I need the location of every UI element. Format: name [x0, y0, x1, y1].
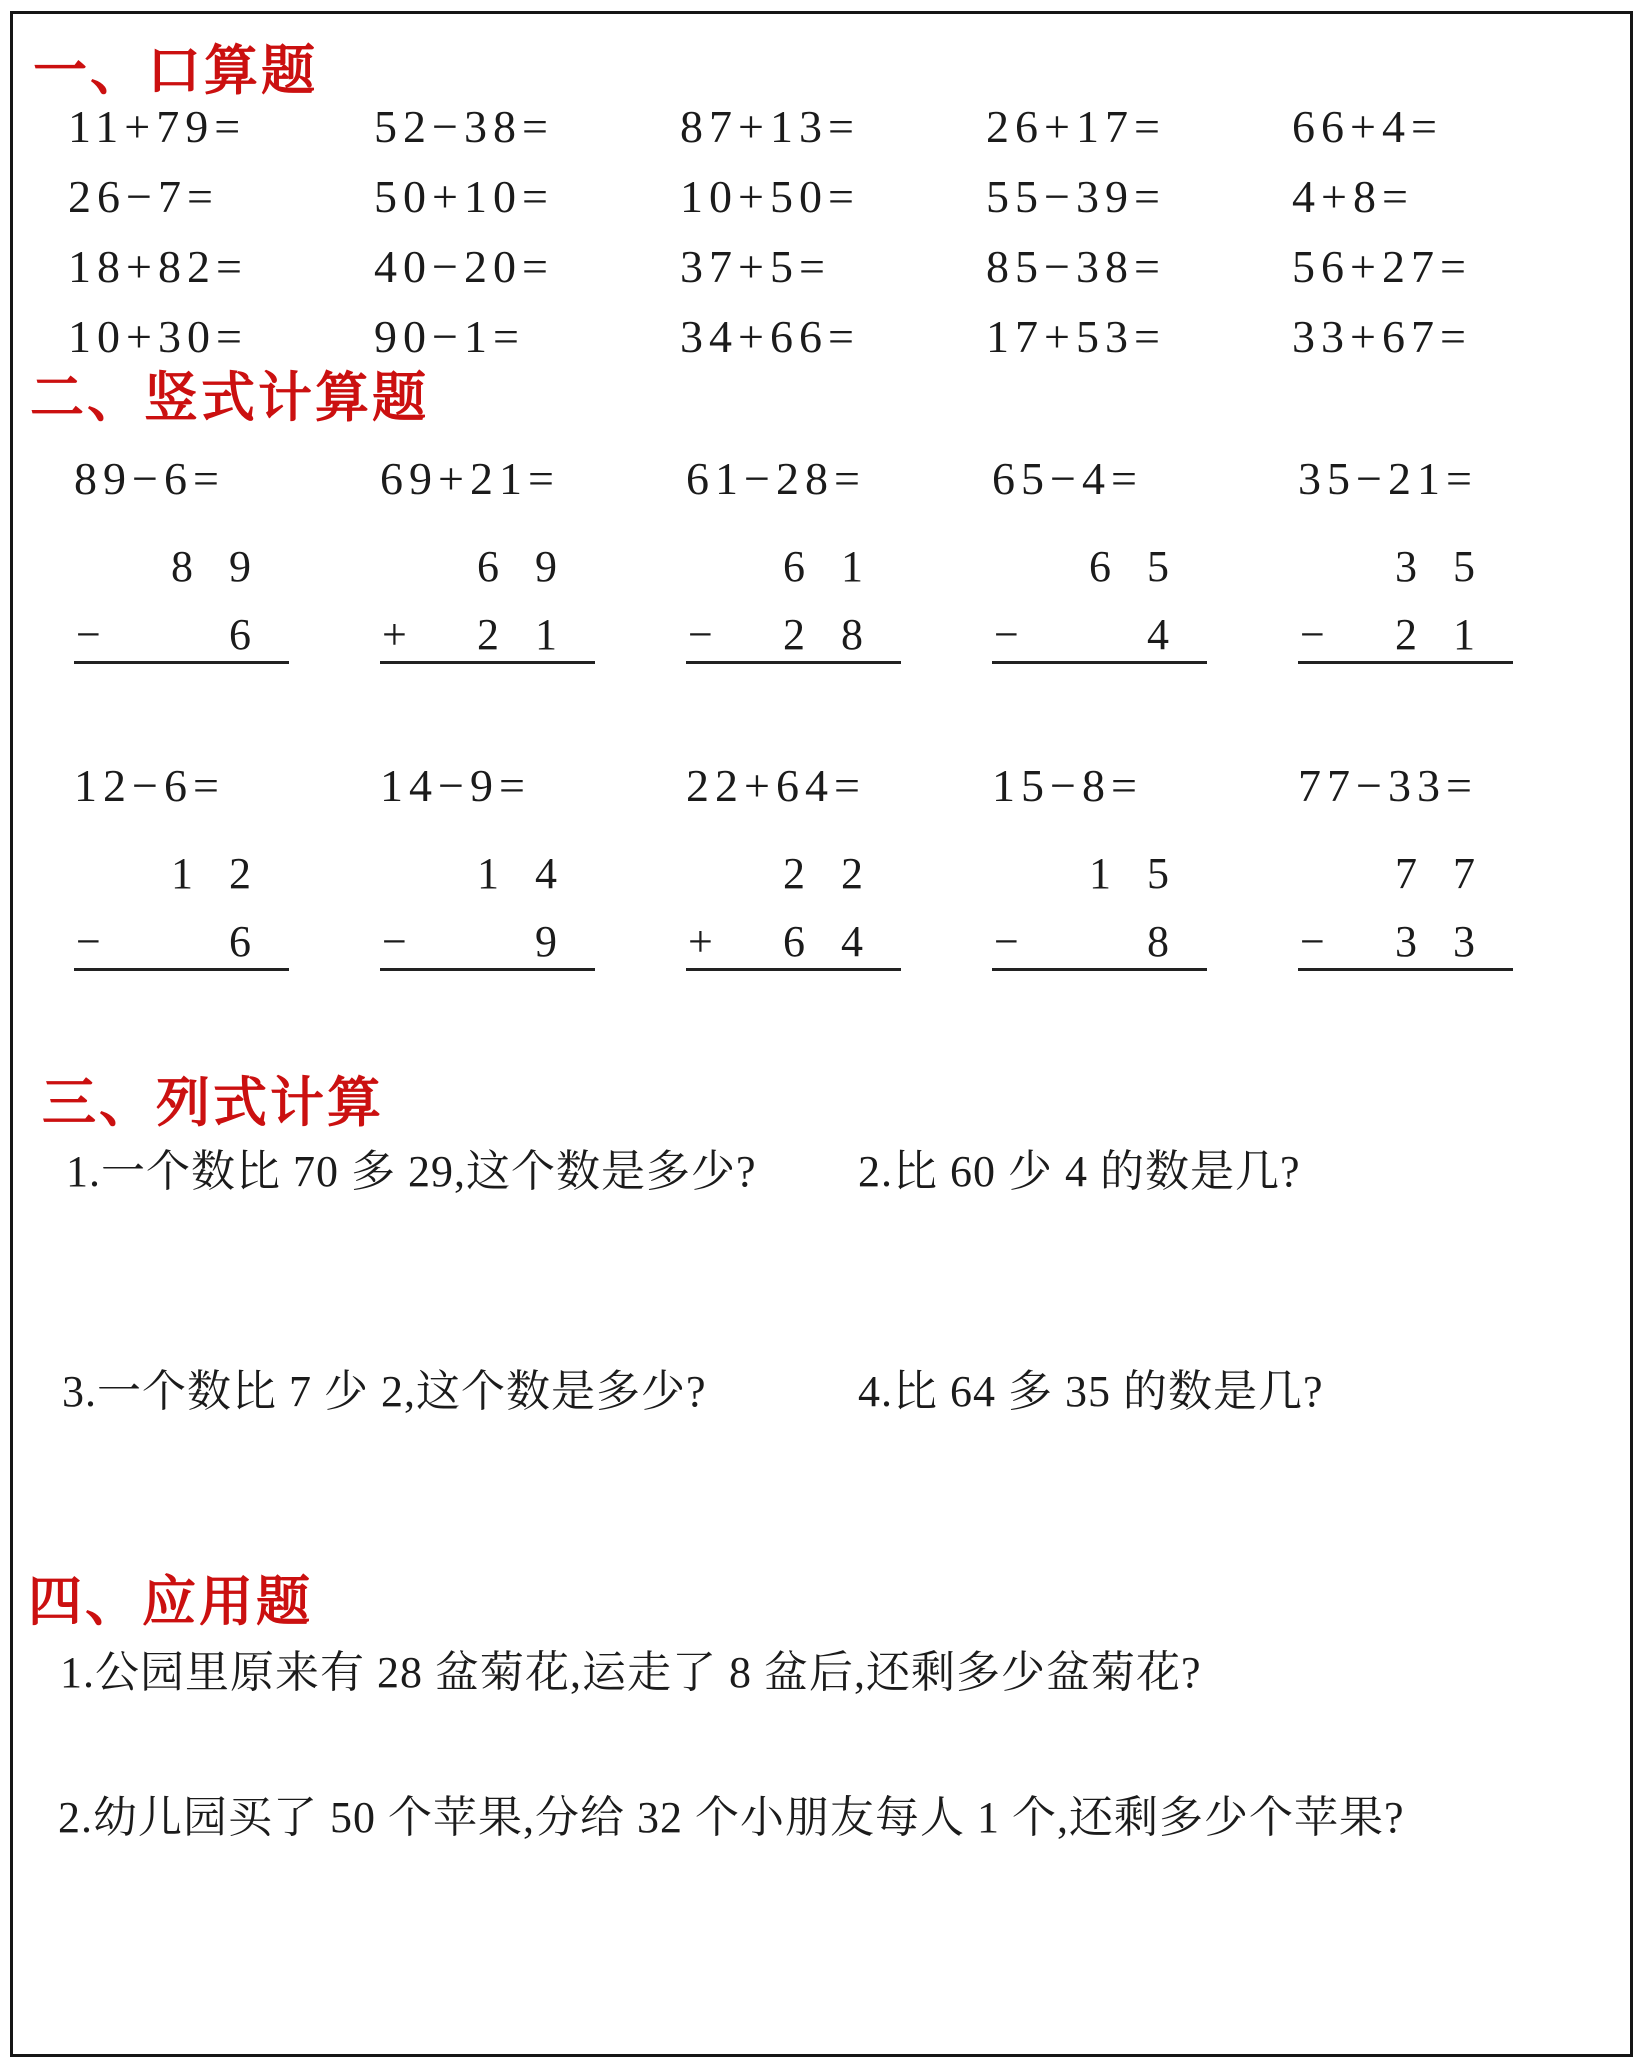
section4-title: 四、应用题 — [28, 1572, 313, 1632]
digit — [153, 920, 211, 964]
vertical-bottom-operand — [74, 917, 289, 966]
operator-sign: − — [382, 917, 407, 966]
vertical-equation: 89−6= — [74, 453, 225, 504]
operator-sign: − — [994, 917, 1019, 966]
digit: 4 — [1147, 610, 1169, 659]
vertical-top-operand — [992, 849, 1207, 898]
section2-title: 二、竖式计算题 — [30, 368, 429, 428]
vertical-equation: 22+64= — [686, 760, 866, 811]
digit: 5 — [1147, 849, 1169, 898]
word-problem: 4.比 64 多 35 的数是几? — [858, 1367, 1324, 1416]
operator-sign: − — [76, 610, 101, 659]
digit: 5 — [1147, 542, 1169, 591]
digit: 2 — [783, 849, 805, 898]
vertical-stack — [74, 849, 289, 971]
digit: 3 — [1395, 917, 1417, 966]
digit: 2 — [229, 849, 251, 898]
vertical-top-operand — [380, 849, 595, 898]
oral-problems-grid — [68, 92, 1598, 372]
digit: 1 — [477, 849, 499, 898]
vertical-top-operand — [686, 542, 901, 591]
word-problem: 1.一个数比 70 多 29,这个数是多少? — [66, 1147, 757, 1196]
digit: 2 — [1395, 610, 1417, 659]
vertical-equation: 69+21= — [380, 453, 560, 504]
vertical-bottom-operand — [1298, 610, 1513, 659]
vertical-bottom-operand — [380, 610, 595, 659]
digit: 9 — [535, 542, 557, 591]
vertical-top-operand — [380, 542, 595, 591]
digit: 6 — [229, 610, 251, 659]
digit: 1 — [535, 610, 557, 659]
oral-problem: 17+53= — [986, 311, 1166, 362]
digit — [1071, 920, 1129, 964]
vertical-equation: 65−4= — [992, 453, 1143, 504]
oral-problem: 56+27= — [1292, 241, 1472, 292]
oral-problem: 55−39= — [986, 171, 1166, 222]
oral-problem: 4+8= — [1292, 171, 1414, 222]
oral-problem: 66+4= — [1292, 101, 1443, 152]
vertical-equation: 61−28= — [686, 453, 866, 504]
operator-sign: + — [688, 917, 713, 966]
digit: 4 — [535, 849, 557, 898]
operator-sign: − — [688, 610, 713, 659]
digit: 3 — [1453, 917, 1475, 966]
digit: 2 — [841, 849, 863, 898]
vertical-top-operand — [1298, 849, 1513, 898]
oral-problem: 34+66= — [680, 311, 860, 362]
oral-problem: 18+82= — [68, 241, 248, 292]
digit: 1 — [1453, 610, 1475, 659]
digit: 1 — [841, 542, 863, 591]
oral-problem: 10+50= — [680, 171, 860, 222]
digit: 8 — [171, 542, 193, 591]
digit — [459, 920, 517, 964]
digit: 6 — [783, 917, 805, 966]
word-problem: 3.一个数比 7 少 2,这个数是多少? — [62, 1367, 707, 1416]
operator-sign: − — [1300, 917, 1325, 966]
vertical-stack — [686, 849, 901, 971]
digit — [1071, 613, 1129, 657]
word-problem: 1.公园里原来有 28 盆菊花,运走了 8 盆后,还剩多少盆菊花? — [60, 1648, 1202, 1697]
vertical-stack — [380, 849, 595, 971]
vertical-top-operand — [1298, 542, 1513, 591]
digit: 7 — [1395, 849, 1417, 898]
vertical-bottom-operand — [686, 917, 901, 966]
vertical-top-operand — [686, 849, 901, 898]
operator-sign: − — [994, 610, 1019, 659]
vertical-bottom-operand — [380, 917, 595, 966]
oral-problem: 90−1= — [374, 311, 525, 362]
vertical-problems-row1 — [68, 455, 1598, 664]
vertical-stack — [74, 542, 289, 664]
digit: 7 — [1453, 849, 1475, 898]
vertical-stack — [992, 849, 1207, 971]
section1-title: 一、口算题 — [33, 41, 318, 101]
digit: 2 — [477, 610, 499, 659]
vertical-problem — [1292, 455, 1598, 664]
vertical-top-operand — [74, 849, 289, 898]
digit: 6 — [229, 917, 251, 966]
vertical-equation: 14−9= — [380, 760, 531, 811]
vertical-top-operand — [992, 542, 1207, 591]
oral-problem: 50+10= — [374, 171, 554, 222]
vertical-stack — [686, 542, 901, 664]
operator-sign: − — [76, 917, 101, 966]
digit: 6 — [1089, 542, 1111, 591]
oral-problem: 33+67= — [1292, 311, 1472, 362]
digit — [153, 613, 211, 657]
digit: 6 — [783, 542, 805, 591]
oral-problem: 10+30= — [68, 311, 248, 362]
vertical-equation: 35−21= — [1298, 453, 1478, 504]
oral-problem: 26−7= — [68, 171, 219, 222]
oral-problem: 52−38= — [374, 101, 554, 152]
vertical-problem — [680, 455, 986, 664]
vertical-problems-row2 — [68, 762, 1598, 971]
digit: 6 — [477, 542, 499, 591]
word-problem: 2.比 60 少 4 的数是几? — [858, 1147, 1301, 1196]
vertical-bottom-operand — [992, 610, 1207, 659]
vertical-stack — [992, 542, 1207, 664]
vertical-top-operand — [74, 542, 289, 591]
vertical-problem — [986, 455, 1292, 664]
digit: 1 — [171, 849, 193, 898]
vertical-bottom-operand — [992, 917, 1207, 966]
oral-problem: 87+13= — [680, 101, 860, 152]
vertical-problem — [68, 762, 374, 971]
oral-problem: 40−20= — [374, 241, 554, 292]
vertical-equation: 12−6= — [74, 760, 225, 811]
digit: 5 — [1453, 542, 1475, 591]
word-problem: 2.幼儿园买了 50 个苹果,分给 32 个小朋友每人 1 个,还剩多少个苹果? — [58, 1793, 1405, 1842]
vertical-problem — [374, 762, 680, 971]
vertical-problem — [68, 455, 374, 664]
vertical-problem — [680, 762, 986, 971]
oral-problem: 85−38= — [986, 241, 1166, 292]
vertical-bottom-operand — [74, 610, 289, 659]
vertical-equation: 15−8= — [992, 760, 1143, 811]
vertical-bottom-operand — [686, 610, 901, 659]
vertical-problem — [1292, 762, 1598, 971]
section3-title: 三、列式计算 — [42, 1073, 384, 1133]
vertical-bottom-operand — [1298, 917, 1513, 966]
digit: 1 — [1089, 849, 1111, 898]
digit: 9 — [229, 542, 251, 591]
digit: 9 — [535, 917, 557, 966]
vertical-problem — [374, 455, 680, 664]
oral-problem: 37+5= — [680, 241, 831, 292]
operator-sign: + — [382, 610, 407, 659]
digit: 4 — [841, 917, 863, 966]
oral-problem: 26+17= — [986, 101, 1166, 152]
digit: 2 — [783, 610, 805, 659]
vertical-stack — [1298, 849, 1513, 971]
vertical-problem — [986, 762, 1292, 971]
vertical-equation: 77−33= — [1298, 760, 1478, 811]
oral-problem: 11+79= — [68, 101, 247, 152]
vertical-stack — [1298, 542, 1513, 664]
digit: 3 — [1395, 542, 1417, 591]
digit: 8 — [841, 610, 863, 659]
vertical-stack — [380, 542, 595, 664]
digit: 8 — [1147, 917, 1169, 966]
operator-sign: − — [1300, 610, 1325, 659]
